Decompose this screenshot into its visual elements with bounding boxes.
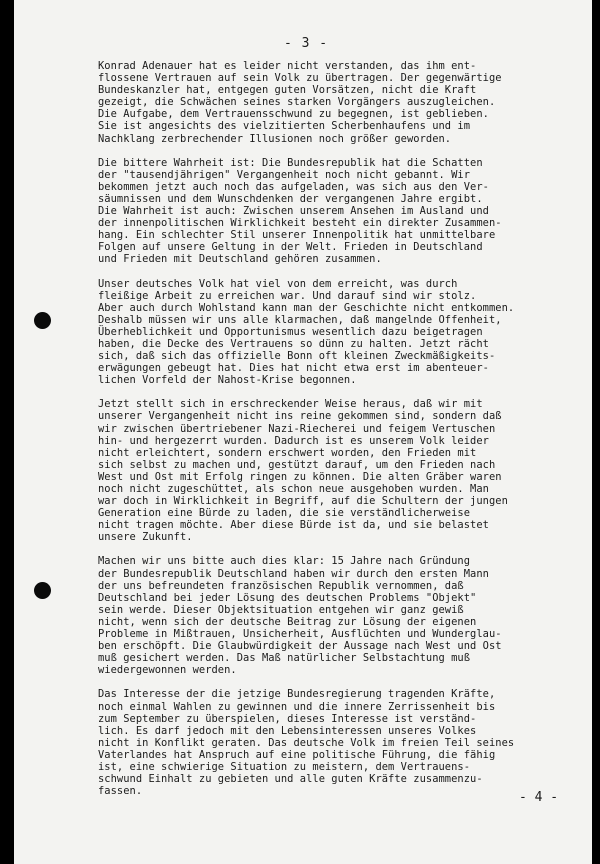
text-line: Die bittere Wahrheit ist: Die Bundesrepublik hat die Schatten <box>98 156 483 169</box>
text-line: wir zwischen übertriebener Nazi-Riecherei und feigem Vertuschen <box>98 422 496 435</box>
text-line: muß gesichert werden. Das Maß natürlicher Selbstachtung muß <box>98 652 471 665</box>
text-line: ist, eine schwierige Situation zu meistern, dem Vertrauens- <box>98 760 471 773</box>
text-line: unsere Zukunft. <box>98 531 193 544</box>
text-line: nicht in Konflikt geraten. Das deutsche Volk im freien Teil seines <box>98 736 515 749</box>
text-line: schwund Einhalt zu gebieten und alle guten Kräfte zusammenzu- <box>98 773 483 786</box>
text-line: nicht, wenn sich der deutsche Beitrag zur Lösung der eigenen <box>98 615 477 628</box>
punch-hole <box>34 582 51 599</box>
document-page <box>14 0 592 864</box>
text-line: Das Interesse der die jetzige Bundesregierung tragenden Kräfte, <box>98 688 496 701</box>
paragraph <box>98 398 598 543</box>
text-line: Die Aufgabe, dem Vertrauensschwund zu begegnen, ist geblieben. <box>98 108 489 121</box>
text-line: bekommen jetzt auch noch das aufgeladen, was sich aus den Ver- <box>98 180 489 193</box>
punch-hole <box>34 312 51 329</box>
text-line: Deutschland bei jeder Lösung des deutschen Problems "Objekt" <box>98 591 477 604</box>
text-line: der uns befreundeten französischen Republik vernommen, daß <box>98 579 464 592</box>
text-line: und Frieden mit Deutschland gehören zusammen. <box>98 253 382 266</box>
text-line: lichen Vorfeld der Nahost-Krise begonnen. <box>98 374 357 387</box>
text-line: erwägungen gebeugt hat. Dies hat nicht etwa erst im abenteuer- <box>98 362 489 375</box>
text-line: fleißige Arbeit zu erreichen war. Und darauf sind wir stolz. <box>98 289 477 302</box>
text-line: sein werde. Dieser Objektsituation entgehen wir ganz gewiß <box>98 603 464 616</box>
text-line: der innenpolitischen Wirklichkeit besteht ein direkter Zusammen- <box>98 217 502 230</box>
text-line: wiedergewonnen werden. <box>98 664 237 677</box>
text-line: West und Ost mit Erfolg ringen zu können. Die alten Gräber waren <box>98 470 502 483</box>
text-line: Sie ist angesichts des vielzitierten Scherbenhaufens und im <box>98 120 471 133</box>
text-line: Bundeskanzler hat, entgegen guten Vorsätzen, nicht die Kraft <box>98 84 477 97</box>
text-line: Probleme in Mißtrauen, Unsicherheit, Ausflüchten und Wunderglau- <box>98 628 502 641</box>
paragraph <box>98 555 598 676</box>
text-line: Unser deutsches Volk hat viel von dem erreicht, was durch <box>98 277 458 290</box>
text-line: lich. Es darf jedoch mit den Lebensinteressen unseres Volkes <box>98 724 477 737</box>
page-number: - 3 - <box>284 36 329 51</box>
text-line: Vaterlandes hat Anspruch auf eine politische Führung, die fähig <box>98 748 496 761</box>
text-line: noch nicht zugeschüttet, als schon neue ausgehoben wurden. Man <box>98 483 489 495</box>
text-line: Jetzt stellt sich in erschreckender Weise heraus, daß wir mit <box>98 398 483 411</box>
text-line: haben, die Decke des Vertrauens so dünn zu halten. Jetzt rächt <box>98 337 489 350</box>
text-line: Nachklang zerbrechender Illusionen noch größer geworden. <box>98 132 452 145</box>
text-line: war doch in Wirklichkeit in Begriff, auf die Schultern der jungen <box>98 495 508 508</box>
paragraph <box>98 688 598 797</box>
text-line: Überheblichkeit und Opportunismus wesentlich dazu beigetragen <box>98 325 483 338</box>
text-line: sich selbst zu machen und, gestützt darauf, um den Frieden nach <box>98 458 496 471</box>
text-line: Folgen auf unsere Geltung in der Welt. Frieden in Deutschland <box>98 241 483 254</box>
paragraph <box>98 157 598 266</box>
text-line: sich, daß sich das offizielle Bonn oft kleinen Zweckmäßigkeits- <box>98 350 496 363</box>
text-line: hang. Ein schlechter Stil unserer Innenpolitik hat unmittelbare <box>98 229 496 242</box>
text-line: gezeigt, die Schwächen seines starken Vorgängers auszugleichen. <box>98 96 496 109</box>
text-line: unserer Vergangenheit nicht ins reine gekommen sind, sondern daß <box>98 410 502 423</box>
text-line: säumnissen und dem Wunschdenken der vergangenen Jahre ergibt. <box>98 192 483 205</box>
text-line: Machen wir uns bitte auch dies klar: 15 Jahre nach Gründung <box>98 555 471 568</box>
text-line: Deshalb müssen wir uns alle klarmachen, daß mangelnde Offenheit, <box>98 313 502 326</box>
text-line: flossene Vertrauen auf sein Volk zu übertragen. Der gegenwärtige <box>98 72 502 85</box>
paragraph <box>98 60 598 145</box>
text-line: der "tausendjährigen" Vergangenheit noch nicht gebannt. Wir <box>98 168 471 181</box>
text-line: ben erschöpft. Die Glaubwürdigkeit der Aussage nach West und Ost <box>98 640 502 653</box>
text-line: Aber auch durch Wohlstand kann man der Geschichte nicht entkommen. <box>98 301 515 314</box>
text-line: nicht erleichtert, sondern erschwert worden, den Frieden mit <box>98 446 477 459</box>
text-line: hin- und hergezerrt wurden. Dadurch ist es unserem Volk leider <box>98 434 489 447</box>
text-line: fassen. <box>98 785 143 798</box>
next-page-marker: - 4 - <box>519 790 559 805</box>
body-text <box>98 60 598 809</box>
paragraph <box>98 278 598 387</box>
text-line: noch einmal Wahlen zu gewinnen und die innere Zerrissenheit bis <box>98 700 496 713</box>
text-line: der Bundesrepublik Deutschland haben wir durch den ersten Mann <box>98 567 489 580</box>
text-line: Konrad Adenauer hat es leider nicht verstanden, das ihm ent- <box>98 60 477 72</box>
text-line: Die Wahrheit ist auch: Zwischen unserem Ansehen im Ausland und <box>98 205 489 218</box>
text-line: Generation eine Bürde zu laden, die sie verständlicherweise <box>98 507 471 520</box>
text-line: nicht tragen möchte. Aber diese Bürde ist da, und sie belastet <box>98 519 489 532</box>
text-line: zum September zu überspielen, dieses Interesse ist verständ- <box>98 712 477 725</box>
